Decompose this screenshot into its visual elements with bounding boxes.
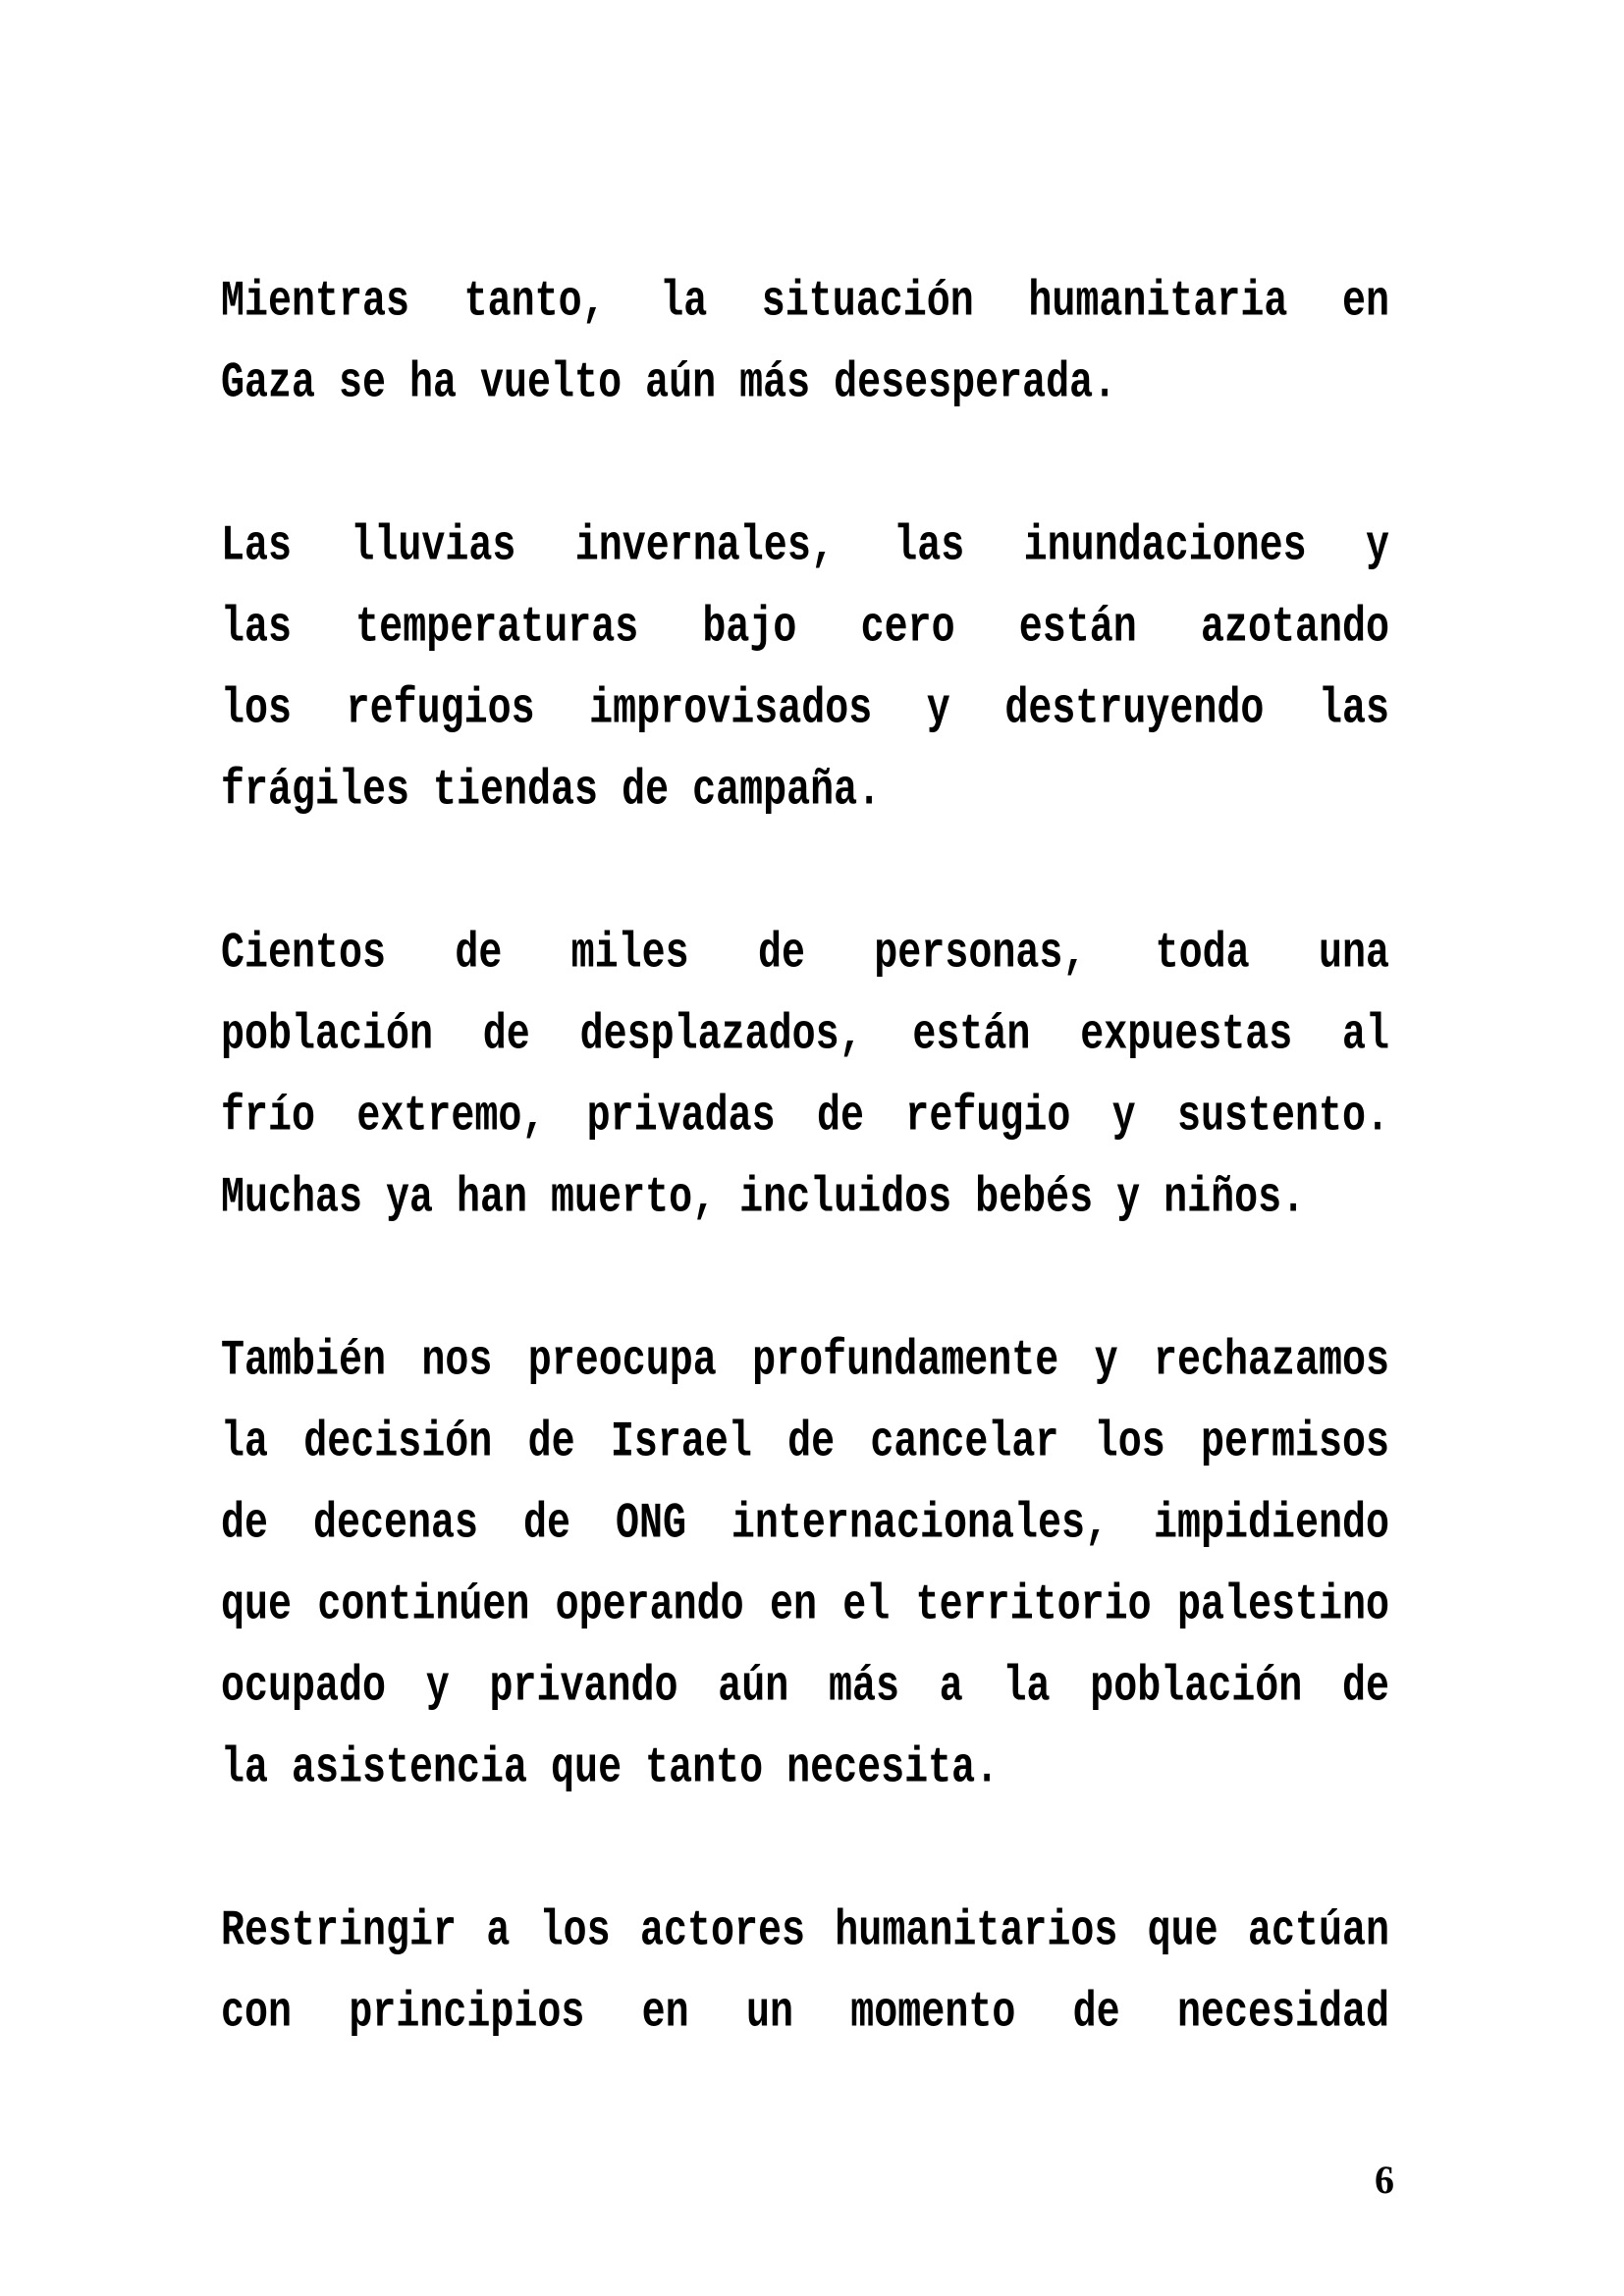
text-line: la decisión de Israel de cancelar los permisos	[221, 1415, 1389, 1472]
text-line: de decenas de ONG internacionales, impidiendo	[221, 1496, 1389, 1554]
paragraph	[221, 1893, 1389, 2056]
text-line: ocupado y privando aún más a la población de	[221, 1659, 1389, 1717]
text-line: Cientos de miles de personas, toda una	[221, 926, 1389, 984]
paragraph	[221, 263, 1389, 426]
text-line: Muchas ya han muerto, incluidos bebés y niños.	[221, 1170, 1306, 1228]
paragraph	[221, 915, 1389, 1241]
text-line: Mientras tanto, la situación humanitaria en	[221, 274, 1389, 332]
text-line: la asistencia que tanto necesita.	[221, 1740, 1000, 1798]
text-line: las temperaturas bajo cero están azotando	[221, 600, 1389, 658]
paragraph	[221, 1322, 1389, 1811]
text-line: que continúen operando en el territorio palestino	[221, 1577, 1389, 1635]
text-line: los refugios improvisados y destruyendo las	[221, 681, 1389, 739]
page-number: 6	[1375, 2158, 1394, 2202]
text-line: frágiles tiendas de campaña.	[221, 763, 882, 821]
paragraph	[221, 507, 1389, 833]
text-line: con principios en un momento de necesidad	[221, 1985, 1389, 2043]
document-body-text	[221, 263, 1389, 2056]
text-line: Restringir a los actores humanitarios que actúan	[221, 1903, 1389, 1961]
text-line: También nos preocupa profundamente y rechazamos	[221, 1333, 1389, 1391]
text-line: Las lluvias invernales, las inundaciones y	[221, 518, 1389, 576]
text-line: Gaza se ha vuelto aún más desesperada.	[221, 355, 1117, 413]
text-line: frío extremo, privadas de refugio y sustento.	[221, 1089, 1389, 1147]
text-line: población de desplazados, están expuestas al	[221, 1007, 1389, 1065]
